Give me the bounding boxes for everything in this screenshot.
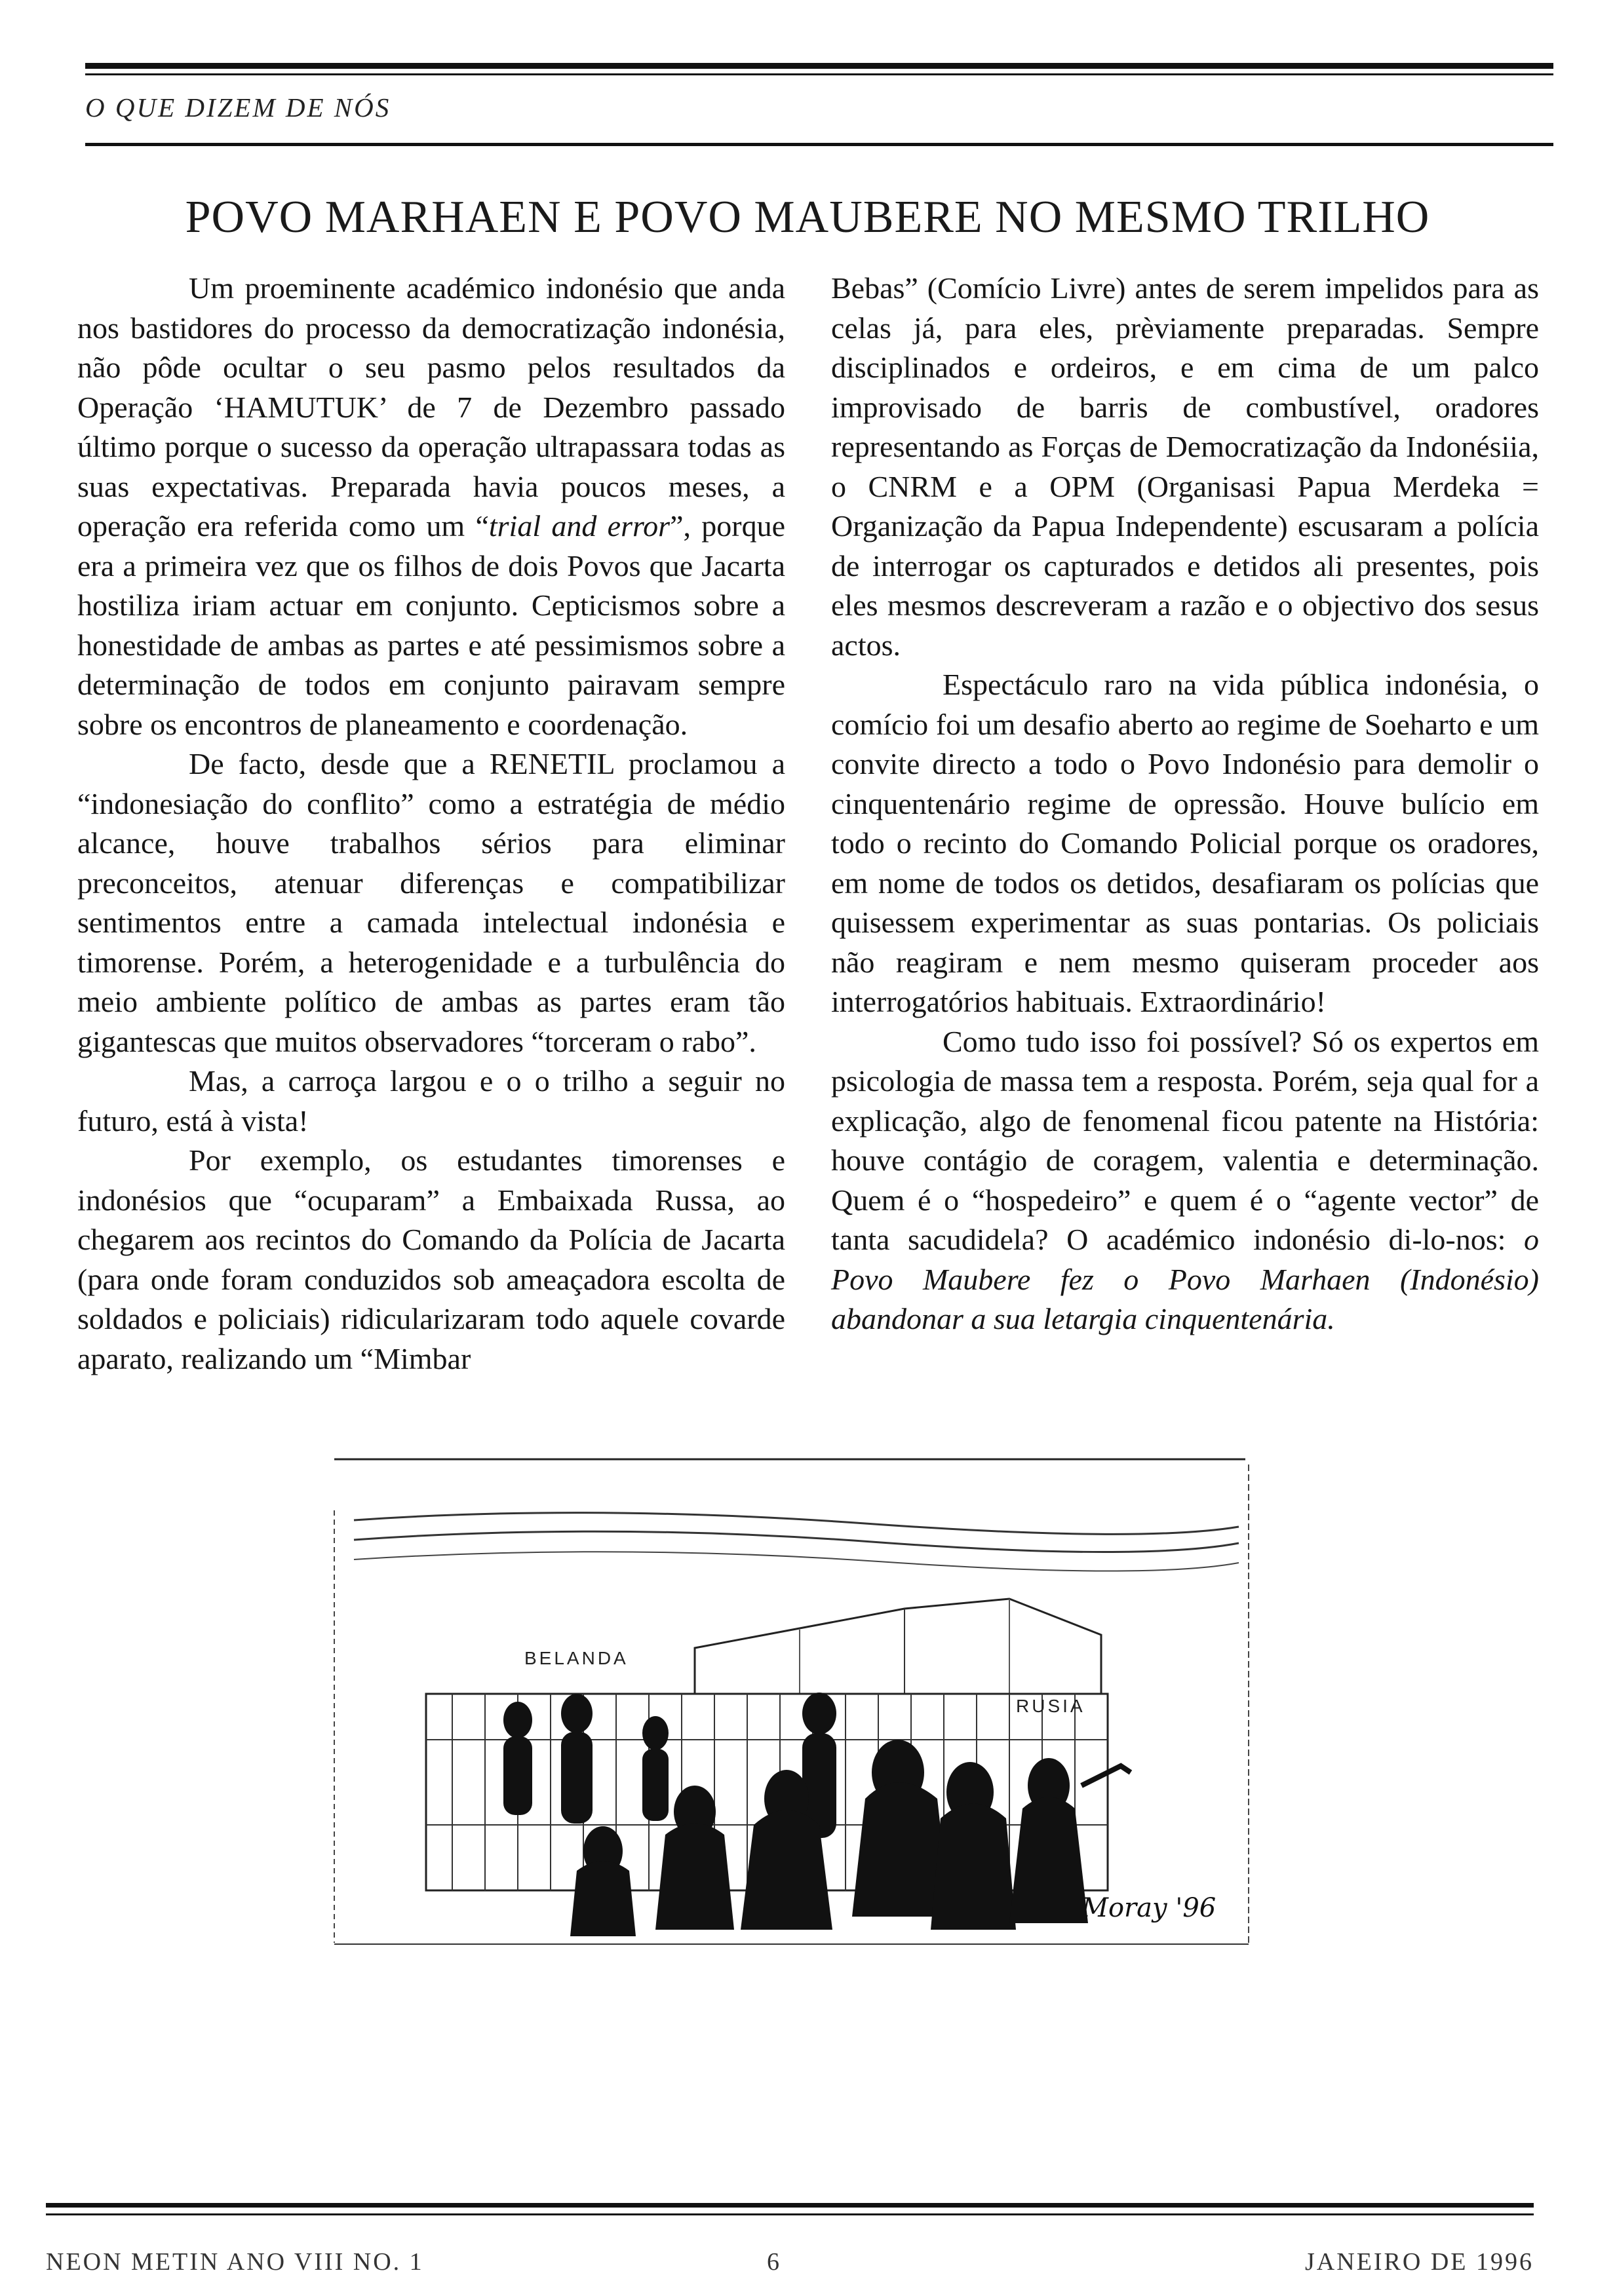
issue-date: JANEIRO DE 1996 — [1305, 2248, 1534, 2276]
paragraph: Um proeminente académico indonésio que anda nos bastidores do processo da democratização indonésia, não pôde ocultar o seu pasmo pelos resultados da Operação ‘HAMUTUK’ de 7 de Dezembro passado último porque o sucesso da operação ultrapassara todas as suas expectativas. Preparada havia poucos meses, a operação era referida como um “trial and error”, porque era a primeira vez que os filhos de dois Povos que Jacarta hostiliza iriam actuar em conjunto. Cepticismos sobre a honestidade de ambas as partes e até pessimismos sobre a determinação de todos em conjunto pairavam sempre sobre os encontros de planeamento e coordenação. — [77, 271, 785, 741]
paragraph: Mas, a carroça largou e o o trilho a seguir no futuro, está à vista! — [77, 1064, 785, 1138]
sign-left-label: BELANDA — [524, 1648, 629, 1668]
section-label: O QUE DIZEM DE NÓS — [85, 92, 391, 123]
footer-rule-thin — [46, 2213, 1534, 2215]
article-title: POVO MARHAEN E POVO MAUBERE NO MESMO TRILHO — [185, 192, 1430, 242]
sign-right-label: RUSIA — [1016, 1696, 1085, 1716]
cartoon-illustration — [328, 1458, 1252, 1989]
footer-rule-thick — [46, 2203, 1534, 2208]
article-column-left — [77, 269, 785, 1379]
paragraph: Por exemplo, os estudantes timorenses e indonésios que “ocuparam” a Embaixada Russa, ao chegarem aos recintos do Comando da Polícia de Jacarta (para onde foram conduzidos sob ameaçadora escolta de soldados e policiais) ridicularizaram todo aquele covarde aparato, realizando um “Mimbar — [77, 1143, 785, 1375]
article-column-right — [831, 269, 1539, 1339]
paragraph: De facto, desde que a RENETIL proclamou a “indonesiação do conflito” como a estratégia de médio alcance, houve trabalhos sérios para eliminar preconceitos, atenuar diferenças e compatibilizar sentimentos entre a camada intelectual indonésia e timorense. Porém, a heterogenidade e a turbulência do meio ambiente político de ambas as partes eram tão gigantescas que muitos observadores “torceram o rabo”. — [77, 747, 785, 1058]
page-footer — [46, 2248, 1534, 2280]
header-rule-bottom — [85, 143, 1553, 146]
header-rule-top-thick — [85, 63, 1553, 69]
header-rule-top-thin — [85, 73, 1553, 75]
page-number: 6 — [767, 2248, 781, 2276]
paragraph: Espectáculo raro na vida pública indonésia, o comício foi um desafio aberto ao regime de Soeharto e um convite directo a todo o Povo Indonésio para demolir o cinquentenário regime de opressão. Houve bulício em todo o recinto do Comando Policial porque os oradores, em nome de todos os detidos, desafiaram os polícias que quisessem experimentar as suas pontarias. Os policiais não reagiram e nem mesmo quiseram proceder aos interrogatórios habituais. Extraordinário! — [831, 668, 1539, 1018]
cartoon-drawing — [328, 1458, 1252, 1989]
artist-signature: Moray '96 — [1081, 1893, 1216, 1923]
paragraph: Bebas” (Comício Livre) antes de serem impelidos para as celas já, para eles, prèviamente preparadas. Sempre disciplinados e ordeiros, e em cima de um palco improvisado de barris de combustível, oradores representando as Forças de Democratização da Indonésiia, o CNRM e a OPM (Organisasi Papua Merdeka = Organização da Papua Independente) escusaram a polícia de interrogar os capturados e detidos ali presentes, pois eles mesmos descreveram a razão e o objectivo dos sesus actos. — [831, 271, 1539, 662]
publication-info: NEON METIN ANO VIII NO. 1 — [46, 2248, 424, 2276]
paragraph: Como tudo isso foi possível? Só os expertos em psicologia de massa tem a resposta. Porém, seja qual for a explicação, algo de fenomenal ficou patente na História: houve contágio de coragem, valentia e determinação. Quem é o “hospedeiro” e quem é o “agente vector” de tanta sacudidela? O académico indonésio di-lo-nos: o Povo Maubere fez o Povo Marhaen (Indonésio) abandonar a sua letargia cinquentenária. — [831, 1024, 1539, 1335]
